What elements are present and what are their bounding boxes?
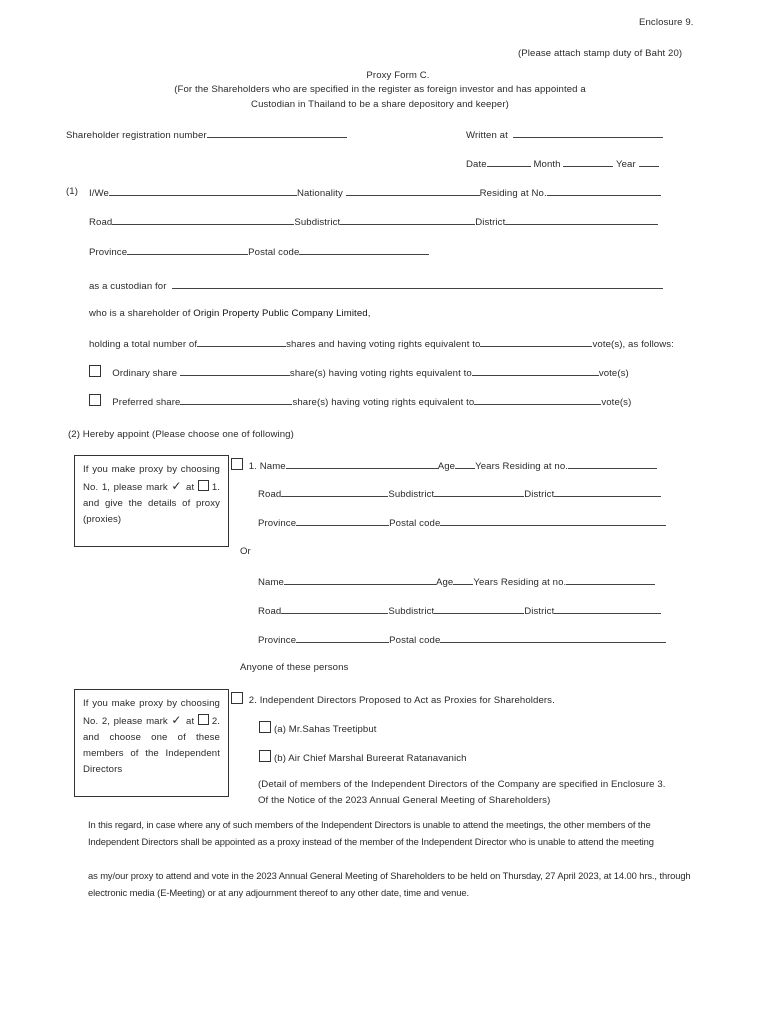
preferred-share-label: Preferred share (112, 397, 181, 408)
registration-number-field[interactable] (207, 128, 347, 138)
postal-code-field[interactable] (299, 245, 429, 255)
district-field[interactable] (505, 215, 658, 225)
total-shares-field[interactable] (197, 337, 286, 347)
proxy1-province-field[interactable] (296, 516, 389, 526)
square-icon (198, 480, 209, 491)
form-title: Proxy Form C. (366, 70, 430, 81)
custodian-field[interactable] (172, 279, 663, 289)
date-label: Date (466, 159, 487, 170)
ordinary-votes-field[interactable] (472, 366, 599, 376)
proxy-alt-province-row (258, 633, 666, 646)
company-name: Origin Property Public Company Limited (193, 308, 368, 319)
shareholder-address-row (89, 215, 658, 228)
director-a-checkbox[interactable] (259, 721, 271, 733)
note2-text-a: If you make proxy by choosing No. 2, please mark (83, 698, 220, 727)
proxy1-district-field[interactable] (554, 487, 661, 497)
proxy-option2-row (231, 692, 555, 706)
alt-province-field[interactable] (296, 633, 389, 643)
square-icon (198, 714, 209, 725)
note1-text-c: 1. and give the details of proxy (proxies) (83, 482, 221, 525)
registration-number-label: Shareholder registration number (66, 130, 207, 141)
residing-label: Residing at No. (479, 188, 547, 199)
director-a-row (259, 721, 377, 735)
ordinary-votes-label: vote(s) (598, 368, 629, 379)
proxy1-years-residing-label: Years Residing at no. (475, 461, 569, 472)
date-field[interactable] (487, 157, 531, 167)
alt-name-field[interactable] (284, 575, 436, 585)
shareholder-name-row (89, 186, 661, 199)
proxy1-age-label: Age (437, 461, 456, 472)
shareholder-of-suffix: , (367, 308, 371, 319)
alt-province-label: Province (258, 635, 297, 646)
proxy-alt-address-row (258, 604, 661, 617)
holding-row (89, 337, 674, 350)
month-label: Month (533, 159, 561, 170)
option1-name-label: 1. Name (248, 461, 286, 472)
custodian-row (89, 279, 663, 292)
province-label: Province (89, 247, 128, 258)
form-subtitle-line1: (For the Shareholders who are specified in the register as foreign investor and has appointed a (174, 84, 586, 95)
alt-age-label: Age (436, 577, 454, 588)
postal-code-label: Postal code (248, 247, 300, 258)
preferred-votes-field[interactable] (474, 395, 601, 405)
directors-detail-line2: Of the Notice of the 2023 Annual General Meeting of Shareholders) (258, 795, 551, 806)
district-label: District (475, 217, 506, 228)
note1-text-b: at (186, 482, 195, 493)
director-b-row (259, 750, 467, 764)
year-label: Year (615, 159, 636, 170)
proxy1-age-field[interactable] (455, 459, 475, 469)
option2-label: 2. Independent Directors Proposed to Act as Proxies for Shareholders. (248, 695, 555, 706)
preferred-rights-label: share(s) having voting rights equivalent to (292, 397, 475, 408)
section2-heading: (2) Hereby appoint (Please choose one of following) (68, 429, 294, 440)
checkmark-icon: ✓ (171, 713, 183, 727)
road-field[interactable] (112, 215, 294, 225)
alt-district-label: District (524, 606, 555, 617)
ordinary-shares-field[interactable] (180, 366, 290, 376)
alt-postal-field[interactable] (440, 633, 666, 643)
proxy1-residing-field[interactable] (568, 459, 657, 469)
subdistrict-label: Subdistrict (294, 217, 341, 228)
alt-residing-field[interactable] (566, 575, 655, 585)
month-field[interactable] (563, 157, 613, 167)
note2-text-b: at (186, 716, 195, 727)
substitution-paragraph: In this regard, in case where any of such members of the Independent Directors is unable to attend the meetings, the other members of the Independent Directors shall be appointed as a proxy instead of the member of the Independent Director who is unable to attend the meeting (88, 819, 654, 847)
preferred-shares-field[interactable] (180, 395, 292, 405)
proxy-option1-row (231, 458, 657, 472)
proxy1-name-field[interactable] (286, 459, 438, 469)
directors-detail-line1: (Detail of members of the Independent Directors of the Company are specified in Enclosure 3. (258, 779, 666, 790)
road-label: Road (89, 217, 113, 228)
ordinary-share-label: Ordinary share (112, 368, 178, 379)
proxy-note-box-1 (74, 455, 229, 547)
province-field[interactable] (127, 245, 248, 255)
residing-field[interactable] (547, 186, 661, 196)
proxy1-subdistrict-field[interactable] (434, 487, 524, 497)
alt-subdistrict-label: Subdistrict (388, 606, 435, 617)
holding-prefix: holding a total number of (89, 339, 198, 350)
alt-postal-label: Postal code (389, 635, 441, 646)
proxy1-road-field[interactable] (281, 487, 388, 497)
i-we-label: I/We (89, 188, 109, 199)
alt-name-label: Name (258, 577, 284, 588)
i-we-field[interactable] (109, 186, 297, 196)
holding-middle: shares and having voting rights equivalent to (286, 339, 481, 350)
section1-number: (1) (66, 186, 79, 197)
proxy1-district-label: District (524, 489, 555, 500)
alt-road-field[interactable] (281, 604, 388, 614)
registration-number-row (66, 128, 347, 141)
written-at-label: Written at (466, 130, 508, 141)
director-b-label: (b) Air Chief Marshal Bureerat Ratanavanich (274, 753, 467, 764)
alt-district-field[interactable] (554, 604, 661, 614)
preferred-share-checkbox[interactable] (89, 394, 101, 406)
anyone-label: Anyone of these persons (240, 662, 349, 673)
nationality-label: Nationality (296, 188, 343, 199)
note2-text-c: 2. and choose one of these members of the Independent Directors (83, 716, 221, 775)
proxy1-province-row (258, 516, 666, 529)
meeting-paragraph: as my/our proxy to attend and vote in the 2023 Annual General Meeting of Shareholders to be held on Thursday, 27 April 2023, at 14.00 hrs., through electronic media (E-Meeting) or at any adjournment thereof to any other date, time and venue. (88, 870, 691, 898)
stamp-duty-note: (Please attach stamp duty of Baht 20) (518, 48, 683, 59)
shareholder-province-row (89, 245, 429, 258)
note1-text-a: If you make proxy by choosing No. 1, please mark (83, 464, 220, 493)
preferred-votes-label: vote(s) (601, 397, 632, 408)
proxy1-postal-field[interactable] (440, 516, 666, 526)
preferred-share-row (89, 394, 631, 408)
written-at-row (466, 128, 663, 141)
enclosure-label: Enclosure 9. (639, 17, 694, 28)
subdistrict-field[interactable] (340, 215, 475, 225)
ordinary-rights-label: share(s) having voting rights equivalent to (289, 368, 472, 379)
proxy1-postal-label: Postal code (389, 518, 441, 529)
proxy1-road-label: Road (258, 489, 282, 500)
alt-subdistrict-field[interactable] (434, 604, 524, 614)
alt-years-residing-label: Years Residing at no. (473, 577, 567, 588)
proxy1-address-row (258, 487, 661, 500)
year-field[interactable] (639, 157, 659, 167)
written-at-field[interactable] (513, 128, 663, 138)
ordinary-share-row (89, 365, 629, 379)
shareholder-of-row (89, 308, 370, 319)
total-votes-field[interactable] (480, 337, 592, 347)
proxy-option1-checkbox[interactable] (231, 458, 243, 470)
or-label: Or (240, 546, 251, 557)
alt-road-label: Road (258, 606, 282, 617)
proxy1-province-label: Province (258, 518, 297, 529)
proxy-alt-name-row (258, 575, 655, 588)
proxy-option2-checkbox[interactable] (231, 692, 243, 704)
holding-suffix: vote(s), as follows: (592, 339, 674, 350)
date-row (466, 157, 659, 170)
director-a-label: (a) Mr.Sahas Treetipbut (274, 724, 377, 735)
nationality-field[interactable] (346, 186, 480, 196)
form-subtitle-line2: Custodian in Thailand to be a share depository and keeper) (251, 99, 509, 110)
checkmark-icon: ✓ (171, 479, 183, 493)
proxy-note-box-2 (74, 689, 229, 797)
proxy1-subdistrict-label: Subdistrict (388, 489, 435, 500)
custodian-label: as a custodian for (89, 281, 167, 292)
shareholder-of-prefix: who is a shareholder of (89, 308, 194, 319)
ordinary-share-checkbox[interactable] (89, 365, 101, 377)
alt-age-field[interactable] (453, 575, 473, 585)
director-b-checkbox[interactable] (259, 750, 271, 762)
